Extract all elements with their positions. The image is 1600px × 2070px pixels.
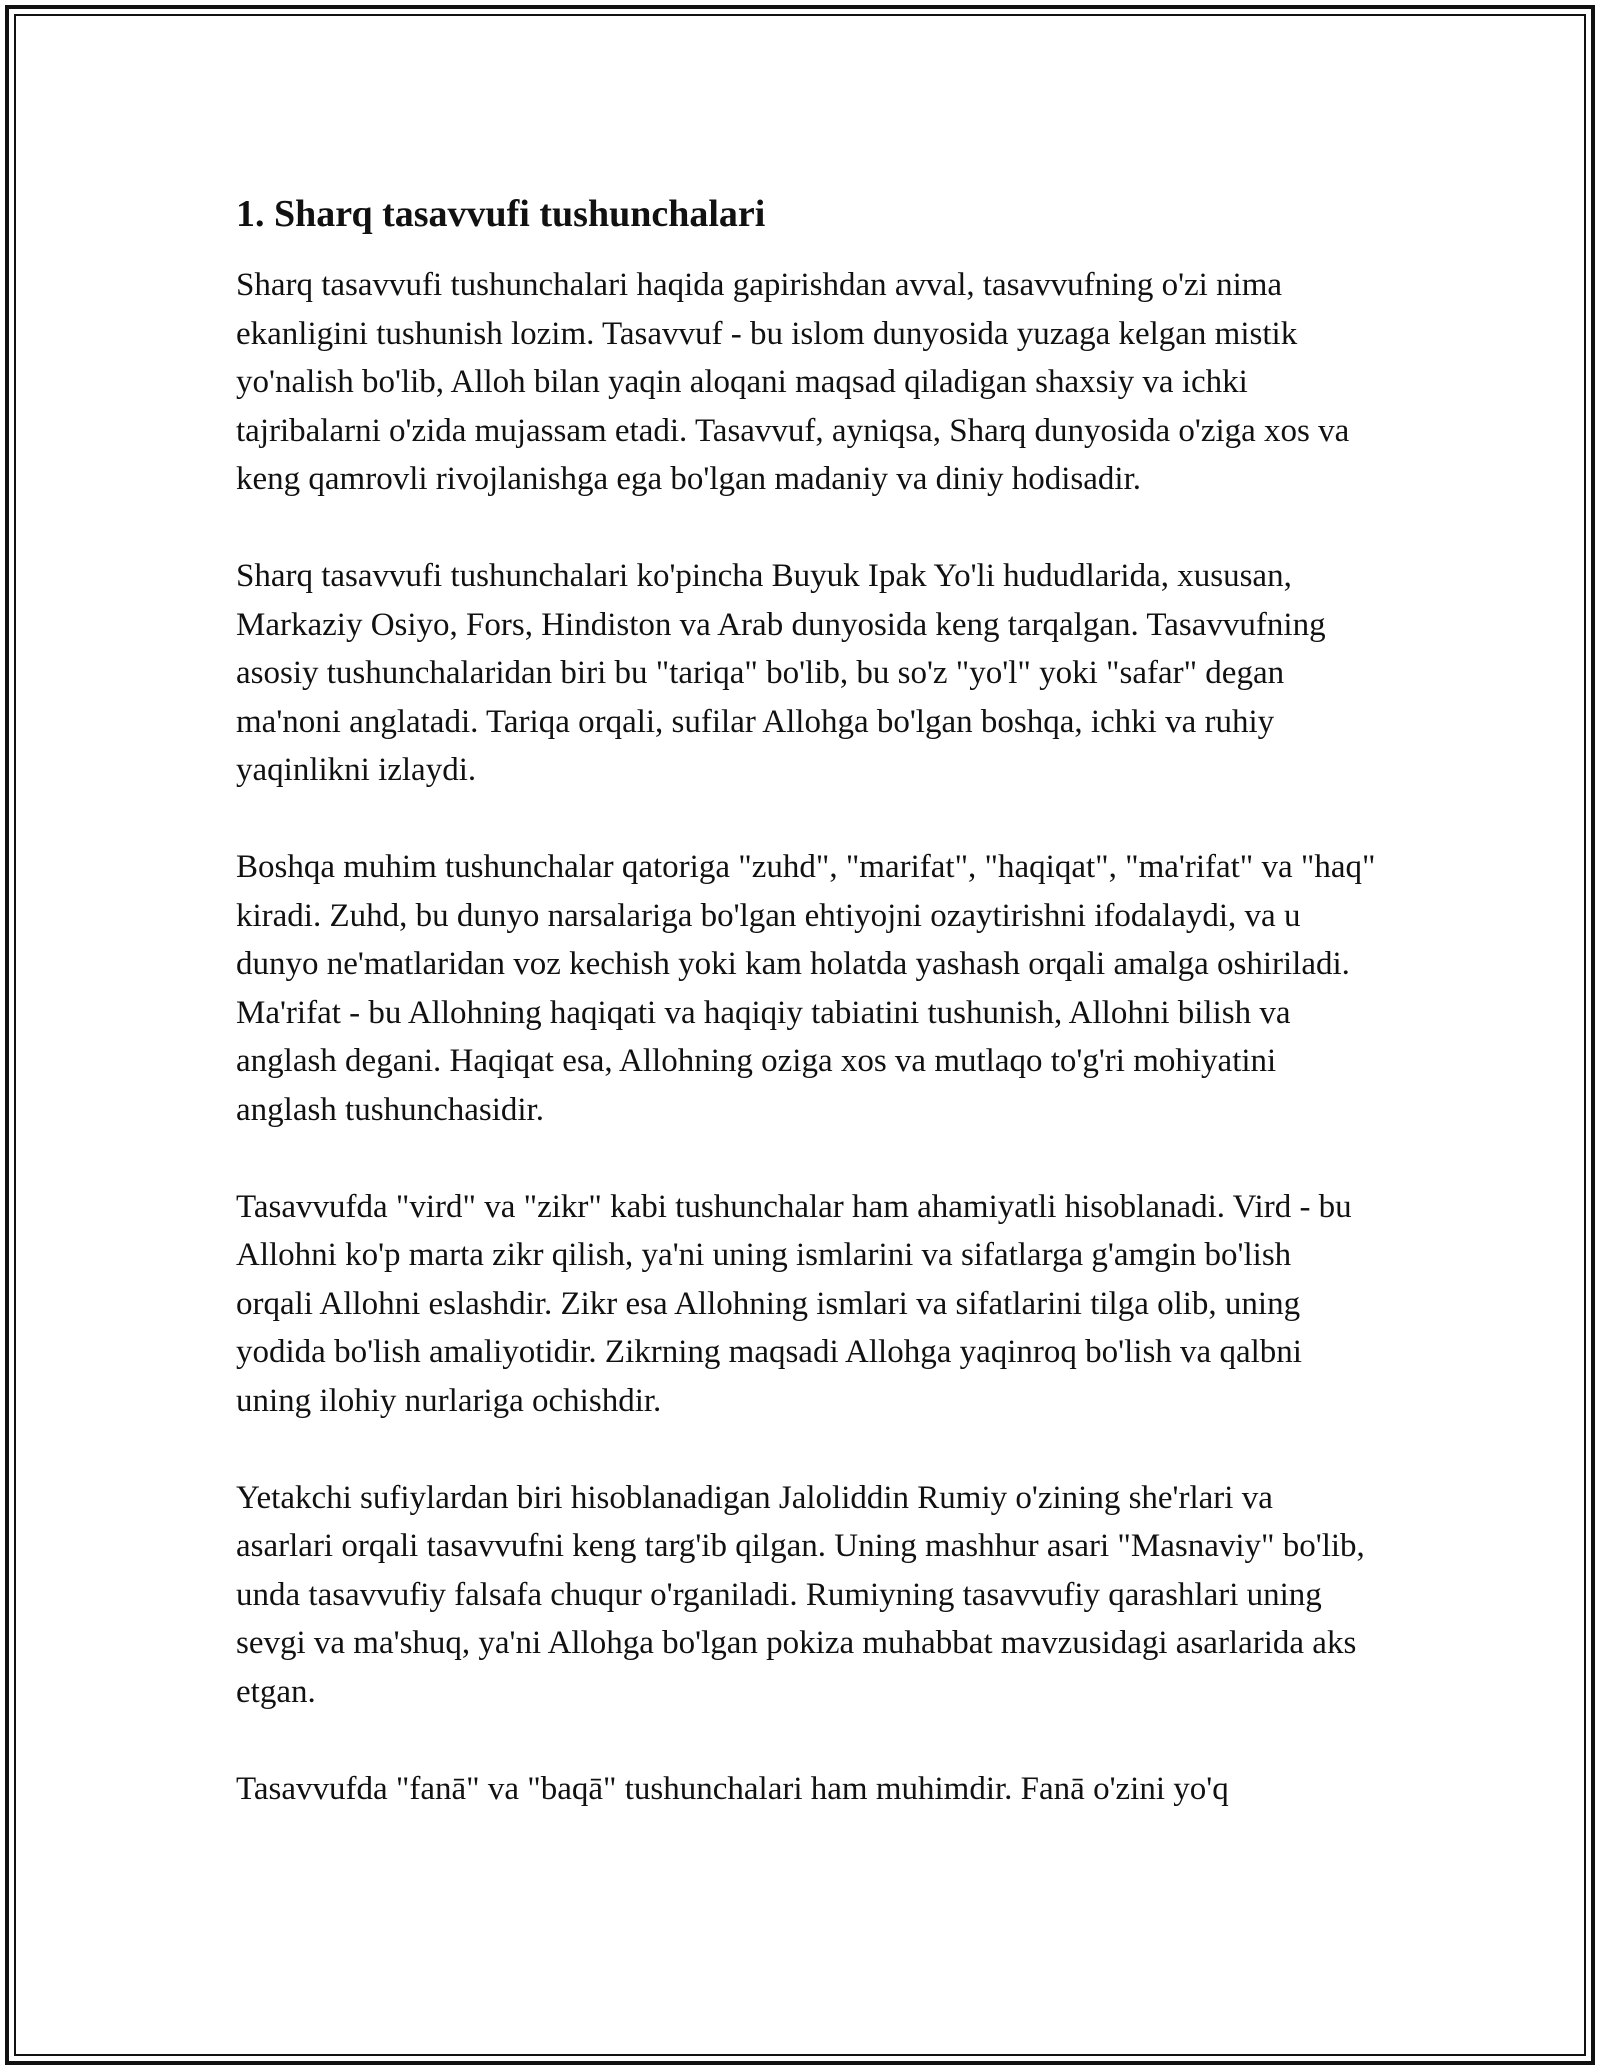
paragraph-2: Sharq tasavvufi tushunchalari ko'pincha Buyuk Ipak Yo'li hududlarida, xususan, Markaziy Osiyo, Fors, Hindiston va Arab dunyosida keng tarqalgan. Tasavvufning asosiy tushunchalaridan biri bu "tariqa" bo'lib, bu so'z "yo'l" yoki "safar" degan ma'noni anglatadi. Tariqa orqali, sufilar Allohga bo'lgan boshqa, ichki va ruhiy yaqinlikni izlaydi.: [236, 558, 1326, 788]
document-body: [236, 190, 1376, 1813]
paragraph-1: Sharq tasavvufi tushunchalari haqida gapirishdan avval, tasavvufning o'zi nima ekanligini tushunish lozim. Tasavvuf - bu islom dunyosida yuzaga kelgan mistik yo'nalish bo'lib, Alloh bilan yaqin aloqani maqsad qiladigan shaxsiy va ichki tajribalarni o'zida mujassam etadi. Tasavvuf, ayniqsa, Sharq dunyosida o'ziga xos va keng qamrovli rivojlanishga ega bo'lgan madaniy va diniy hodisadir.: [236, 267, 1350, 497]
paragraph-4: Tasavvufda "vird" va "zikr" kabi tushunchalar ham ahamiyatli hisoblanadi. Vird - bu Allohni ko'p marta zikr qilish, ya'ni uning ismlarini va sifatlarga g'amgin bo'lish orqali Allohni eslashdir. Zikr esa Allohning ismlari va sifatlarini tilga olib, uning yodida bo'lish amaliyotidir. Zikrning maqsadi Allohga yaqinroq bo'lish va qalbni uning ilohiy nurlariga ochishdir.: [236, 1188, 1352, 1419]
paragraph-6: Tasavvufda "fanā" va "baqā" tushunchalari ham muhimdir. Fanā o'zini yo'q: [236, 1770, 1229, 1807]
section-heading: 1. Sharq tasavvufi tushunchalari: [236, 193, 766, 235]
paragraph-5: Yetakchi sufiylardan biri hisoblanadigan Jaloliddin Rumiy o'zining she'rlari va asarlari orqali tasavvufni keng targ'ib qilgan. Uning mashhur asari "Masnaviy" bo'lib, unda tasavvufiy falsafa chuqur o'rganiladi. Rumiyning tasavvufiy qarashlari uning sevgi va ma'shuq, ya'ni Allohga bo'lgan pokiza muhabbat mavzusidagi asarlarida aks etgan.: [236, 1479, 1365, 1710]
paragraph-3: Boshqa muhim tushunchalar qatoriga "zuhd", "marifat", "haqiqat", "ma'rifat" va "haq" kiradi. Zuhd, bu dunyo narsalariga bo'lgan ehtiyojni ozaytirishni ifodalaydi, va u dunyo ne'matlaridan voz kechish yoki kam holatda yashash orqali amalga oshiriladi. Ma'rifat - bu Allohning haqiqati va haqiqiy tabiatini tushunish, Allohni bilish va anglash degani. Haqiqat esa, Allohning oziga xos va mutlaqo to'g'ri mohiyatini anglash tushunchasidir.: [236, 849, 1376, 1128]
